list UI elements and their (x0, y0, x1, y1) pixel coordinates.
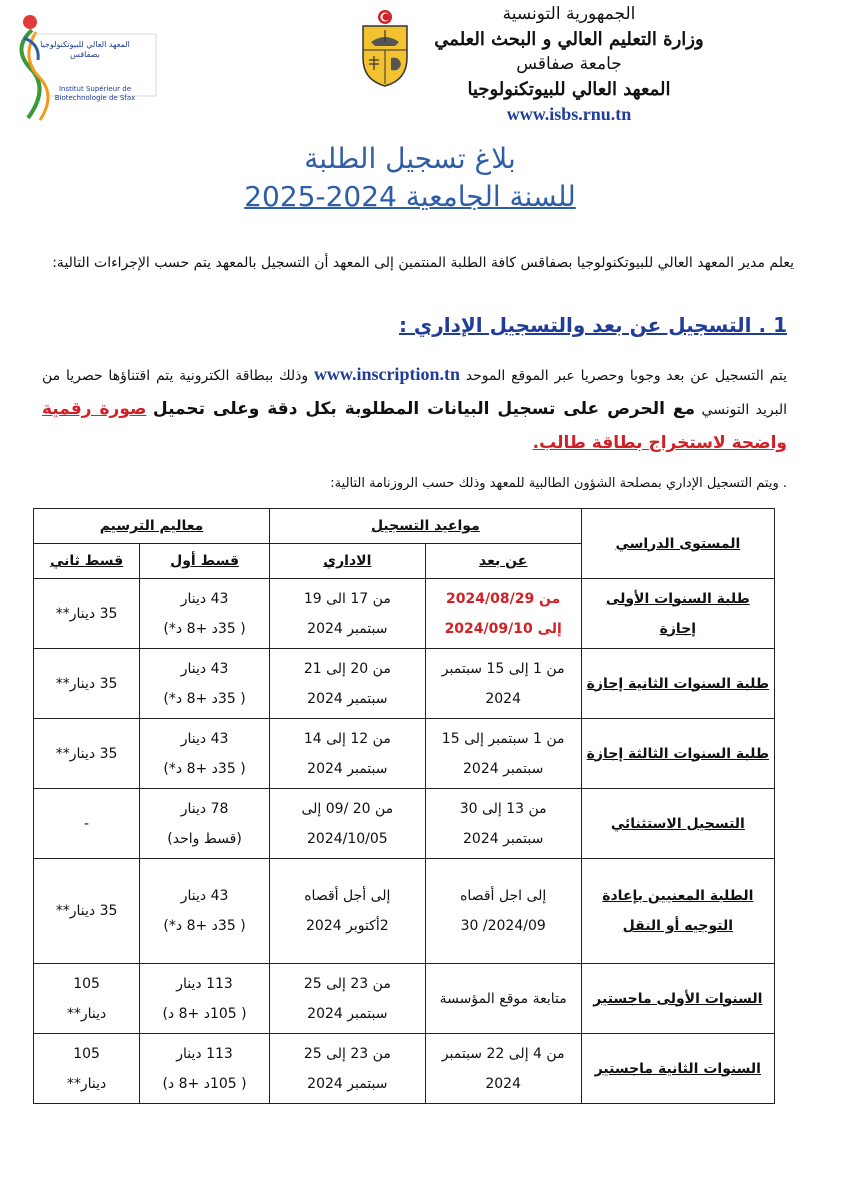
header-admin: الاداري (269, 544, 425, 579)
cell-online-dates: إلى اجل أقصاه 2024/09/ 30 (425, 859, 581, 964)
table-row (34, 579, 775, 649)
section-1-heading: 1 . التسجيل عن بعد والتسجيل الإداري : (398, 313, 787, 337)
admin-registration-note: . ويتم التسجيل الإداري بمصلحة الشؤون الطالبية للمعهد وذلك حسب الروزنامة التالية: (330, 476, 787, 491)
cell-admin-dates: من 23 إلى 25 سبتمبر 2024 (269, 964, 425, 1034)
header-dates: مواعيد التسجيل (269, 509, 581, 544)
cell-admin-dates: من 20 إلى 21 سبتمبر 2024 (269, 649, 425, 719)
online-text-1: يتم التسجيل عن بعد وجوبا وحصريا عبر الموقع الموحد (465, 368, 788, 384)
cell-admin-dates: إلى أجل أقصاه 2أكتوبر 2024 (269, 859, 425, 964)
cell-first-installment: 113 دينار ( 105د +8 د) (140, 1034, 270, 1104)
header-website-link[interactable]: www.isbs.rnu.tn (506, 104, 632, 124)
cell-online-dates: من 1 إلى 15 سبتمبر 2024 (425, 649, 581, 719)
registration-schedule-table (33, 508, 775, 1104)
table-row (34, 719, 775, 789)
logo-text-arabic: المعهد العالي للبيوتكنولوجيا بصفاقس (40, 40, 130, 59)
cell-admin-dates: من 23 إلى 25 سبتمبر 2024 (269, 1034, 425, 1104)
cell-second-installment: - (34, 789, 140, 859)
cell-second-installment: 105 دينار** (34, 964, 140, 1034)
header-second-installment: قسط ثاني (34, 544, 140, 579)
header-institute: المعهد العالي للبيوتكنولوجيا (467, 79, 671, 100)
cell-first-installment: 43 دينار ( 35د +8 د*) (140, 579, 270, 649)
cell-second-installment: 35 دينار** (34, 719, 140, 789)
cell-first-installment: 43 دينار ( 35د +8 د*) (140, 859, 270, 964)
inscription-website-link[interactable]: www.inscription.tn (313, 364, 460, 384)
header-ministry: وزارة التعليم العالي و البحث العلمي (434, 29, 704, 50)
header-first-installment: قسط أول (140, 544, 270, 579)
cell-level: طلبة السنوات الثانية إجازة (581, 649, 774, 719)
cell-online-dates: من 1 سبتمبر إلى 15 سبتمبر 2024 (425, 719, 581, 789)
header-republic: الجمهورية التونسية (502, 4, 636, 24)
cell-level: التسجيل الاستثنائي (581, 789, 774, 859)
header-university: جامعة صفاقس (516, 54, 622, 74)
title-line-2: للسنة الجامعية 2024-2025 (244, 180, 576, 213)
logo-text-french: Institut Supérieur de Biotechnologie de Sfax (54, 85, 136, 102)
table-header-row (34, 509, 775, 544)
cell-level: طلبة السنوات الثالثة إجازة (581, 719, 774, 789)
institute-logo-icon (10, 8, 160, 128)
online-bold-text: مع الحرص على تسجيل البيانات المطلوبة بكل دقة وعلى تحميل (152, 399, 696, 419)
table-row (34, 789, 775, 859)
cell-admin-dates: من 20 /09 إلى 2024/10/05 (269, 789, 425, 859)
cell-online-dates: من 13 إلى 30 سبتمبر 2024 (425, 789, 581, 859)
cell-online-dates: متابعة موقع المؤسسة (425, 964, 581, 1034)
cell-level: طلبة السنوات الأولى إجازة (581, 579, 774, 649)
table-body (34, 579, 775, 1104)
cell-first-installment: 78 دينار (قسط واحد) (140, 789, 270, 859)
table-row (34, 649, 775, 719)
cell-admin-dates: من 17 الى 19 سبتمبر 2024 (269, 579, 425, 649)
intro-paragraph: يعلم مدير المعهد العالي للبيوتكنولوجيا بصفاقس كافة الطلبة المنتمين إلى المعهد أن التسجيل بالمعهد يتم حسب الإجراءات التالية: (52, 255, 794, 271)
cell-first-installment: 113 دينار ( 105د +8 د) (140, 964, 270, 1034)
header-fees: معاليم الترسيم (34, 509, 270, 544)
cell-first-installment: 43 دينار ( 35د +8 د*) (140, 649, 270, 719)
online-red-text: صورة رقمية واضحة لاستخراج بطاقة طالب. (42, 399, 787, 453)
cell-second-installment: 35 دينار** (34, 649, 140, 719)
announcement-title (150, 140, 670, 216)
cell-admin-dates: من 12 إلى 14 سبتمبر 2024 (269, 719, 425, 789)
cell-level: الطلبة المعنيين بإعادة التوجيه أو النقل (581, 859, 774, 964)
online-registration-paragraph (42, 358, 787, 461)
cell-second-installment: 35 دينار** (34, 859, 140, 964)
table-row (34, 1034, 775, 1104)
table-row (34, 859, 775, 964)
cell-level: السنوات الأولى ماجستير (581, 964, 774, 1034)
header-level: المستوى الدراسي (581, 509, 774, 579)
tunisia-emblem-icon (355, 8, 415, 88)
cell-first-installment: 43 دينار ( 35د +8 د*) (140, 719, 270, 789)
cell-second-installment: 105 دينار** (34, 1034, 140, 1104)
cell-online-dates: من 4 إلى 22 سبتمبر 2024 (425, 1034, 581, 1104)
cell-second-installment: 35 دينار** (34, 579, 140, 649)
cell-online-dates: من 2024/08/29 إلى 2024/09/10 (425, 579, 581, 649)
header-online: عن بعد (425, 544, 581, 579)
table-row (34, 964, 775, 1034)
online-text-2: وذلك ببطاقة الكترونية يتم اقتناؤها حصريا من البريد التونسي (42, 368, 788, 418)
cell-level: السنوات الثانية ماجستير (581, 1034, 774, 1104)
title-line-1: بلاغ تسجيل الطلبة (304, 142, 516, 175)
official-header (419, 2, 719, 127)
